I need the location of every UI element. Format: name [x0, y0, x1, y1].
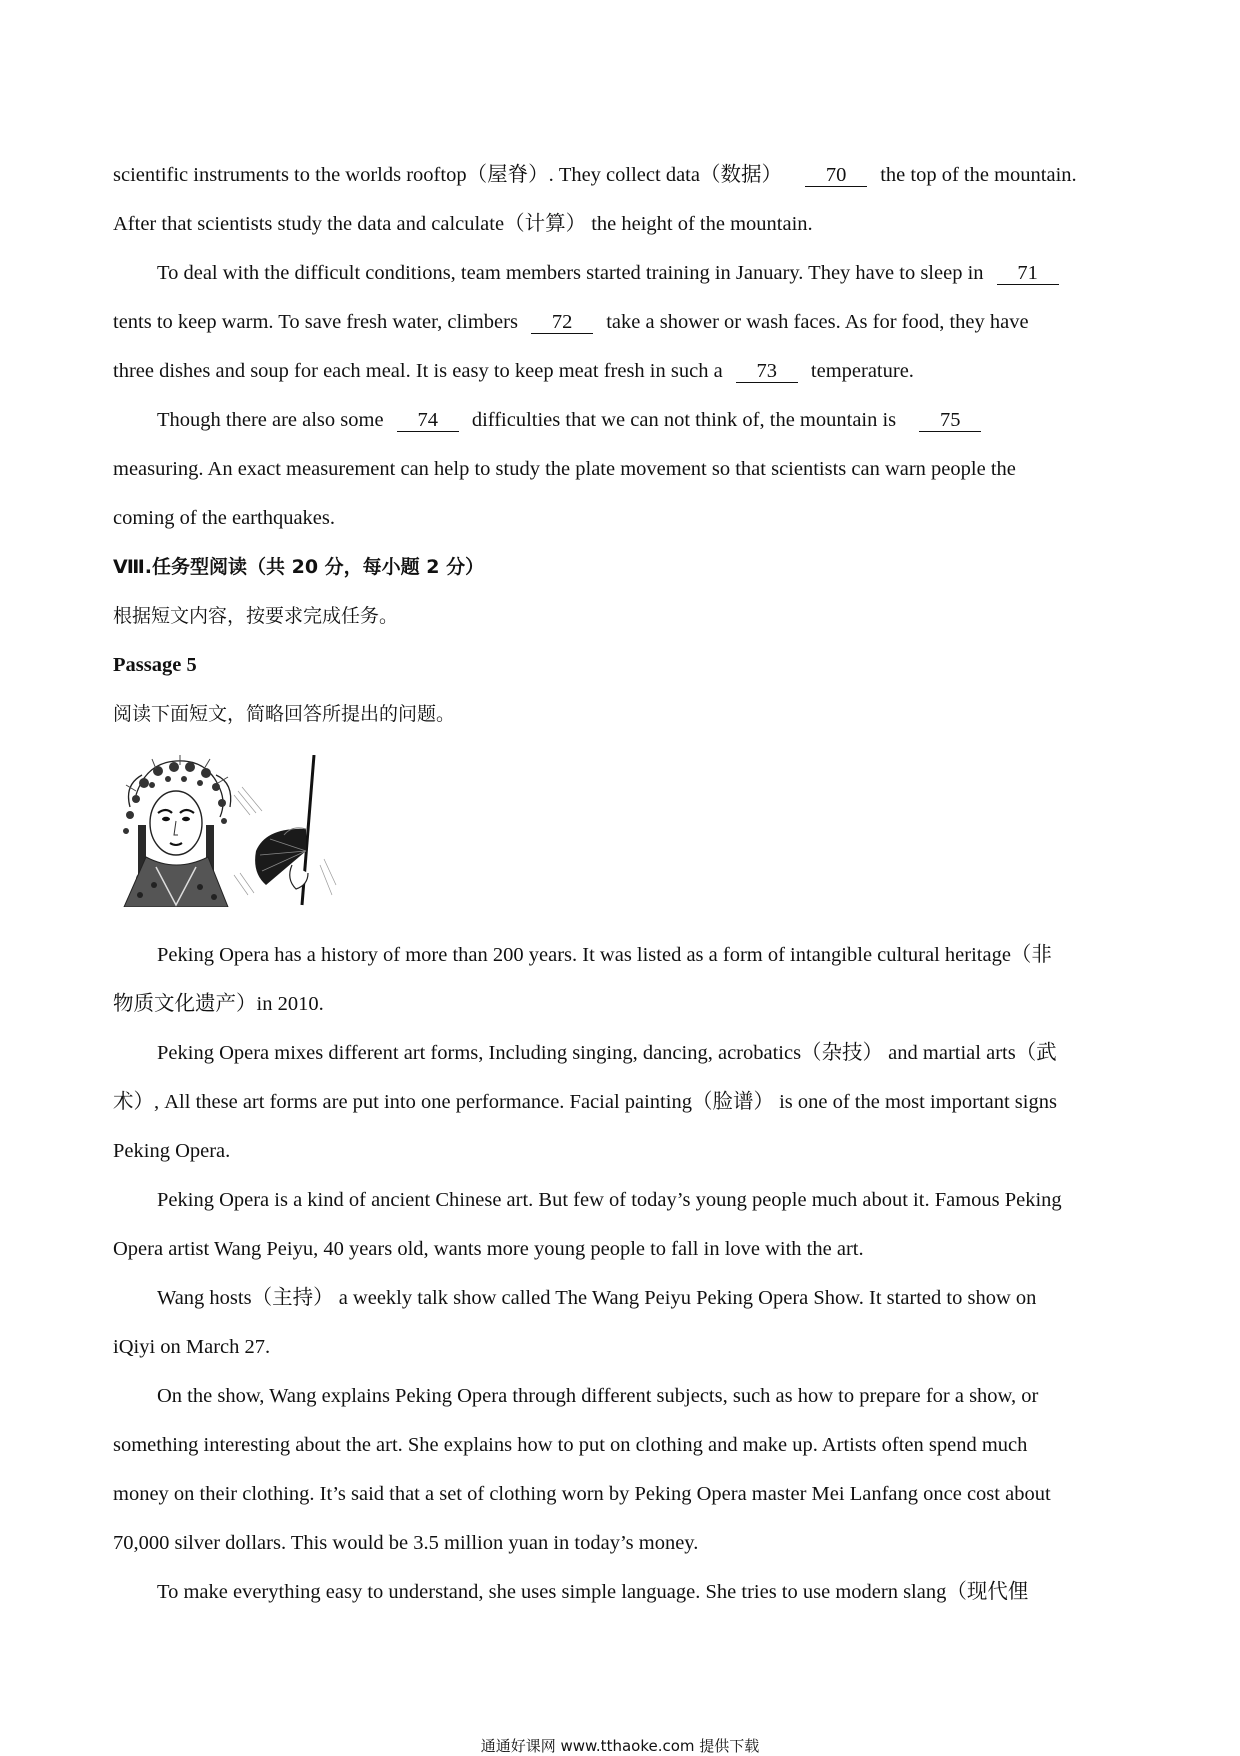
cloze-text: take a shower or wash faces. As for food, they have — [606, 311, 1029, 333]
paragraph-4-line-1: Wang hosts（主持） a weekly talk show called The Wang Peiyu Peking Opera Show. It started to show on — [157, 1287, 1037, 1309]
cloze-text: difficulties that we can not think of, the mountain is — [471, 409, 897, 431]
cloze-line-1 — [113, 162, 1128, 188]
passage-instruction: 阅读下面短文，简略回答所提出的问题。 — [113, 703, 456, 725]
blank-72[interactable]: 72 — [531, 311, 593, 334]
blank-73[interactable]: 73 — [736, 360, 798, 383]
cloze-line-7: measuring. An exact measurement can help to study the plate movement so that scientists can warn people the — [113, 458, 1016, 480]
cloze-line-2: After that scientists study the data and calculate（计算） the height of the mountain. — [113, 213, 813, 235]
paragraph-5-line-4: 70,000 silver dollars. This would be 3.5 million yuan in today’s money. — [113, 1532, 699, 1554]
paragraph-6-line-1: To make everything easy to understand, she uses simple language. She tries to use modern slang（现代俚 — [157, 1581, 1029, 1603]
paragraph-1-line-2: 物质文化遗产）in 2010. — [113, 993, 324, 1015]
blank-70[interactable]: 70 — [805, 164, 867, 187]
cloze-line-3 — [157, 260, 1127, 286]
section-instruction: 根据短文内容，按要求完成任务。 — [113, 605, 399, 627]
cloze-text: scientific instruments to the worlds rooftop（屋脊）. They collect data（数据） — [113, 164, 782, 186]
paragraph-4-line-2: iQiyi on March 27. — [113, 1336, 271, 1358]
paragraph-3-line-1: Peking Opera is a kind of ancient Chinese art. But few of today’s young people much about it. Famous Peking — [157, 1189, 1062, 1211]
page-footer: 通通好课网 www.tthaoke.com 提供下载 — [480, 1737, 760, 1755]
peking-opera-illustration — [116, 755, 338, 907]
paragraph-2-line-3: Peking Opera. — [113, 1140, 231, 1162]
cloze-line-5 — [113, 358, 1128, 384]
paragraph-5-line-2: something interesting about the art. She explains how to put on clothing and make up. Artists often spend much — [113, 1434, 1028, 1456]
passage-title: Passage 5 — [113, 654, 197, 676]
cloze-text: tents to keep warm. To save fresh water, climbers — [113, 311, 518, 333]
cloze-line-8: coming of the earthquakes. — [113, 507, 336, 529]
cloze-text: the top of the mountain. — [880, 164, 1077, 186]
section-heading: Ⅷ.任务型阅读（共 20 分，每小题 2 分） — [113, 556, 485, 578]
paragraph-5-line-1: On the show, Wang explains Peking Opera through different subjects, such as how to prepare for a show, or — [157, 1385, 1039, 1407]
paragraph-3-line-2: Opera artist Wang Peiyu, 40 years old, wants more young people to fall in love with the art. — [113, 1238, 864, 1260]
cloze-text: To deal with the difficult conditions, team members started training in January. They have to sleep in — [157, 262, 984, 284]
paragraph-2-line-2: 术）, All these art forms are put into one performance. Facial painting（脸谱） is one of the most important signs — [113, 1091, 1057, 1113]
blank-71[interactable]: 71 — [997, 262, 1059, 285]
cloze-line-6 — [157, 407, 1127, 433]
paragraph-5-line-3: money on their clothing. It’s said that a set of clothing worn by Peking Opera master Mei Lanfang once cost about — [113, 1483, 1051, 1505]
cloze-text: Though there are also some — [157, 409, 384, 431]
paragraph-1-line-1: Peking Opera has a history of more than 200 years. It was listed as a form of intangible cultural heritage（非 — [157, 944, 1052, 966]
cloze-text: three dishes and soup for each meal. It is easy to keep meat fresh in such a — [113, 360, 723, 382]
cloze-line-4 — [113, 309, 1128, 335]
blank-74[interactable]: 74 — [397, 409, 459, 432]
blank-75[interactable]: 75 — [919, 409, 981, 432]
paragraph-2-line-1: Peking Opera mixes different art forms, Including singing, dancing, acrobatics（杂技） and martial arts（武 — [157, 1042, 1057, 1064]
cloze-text: temperature. — [810, 360, 914, 382]
